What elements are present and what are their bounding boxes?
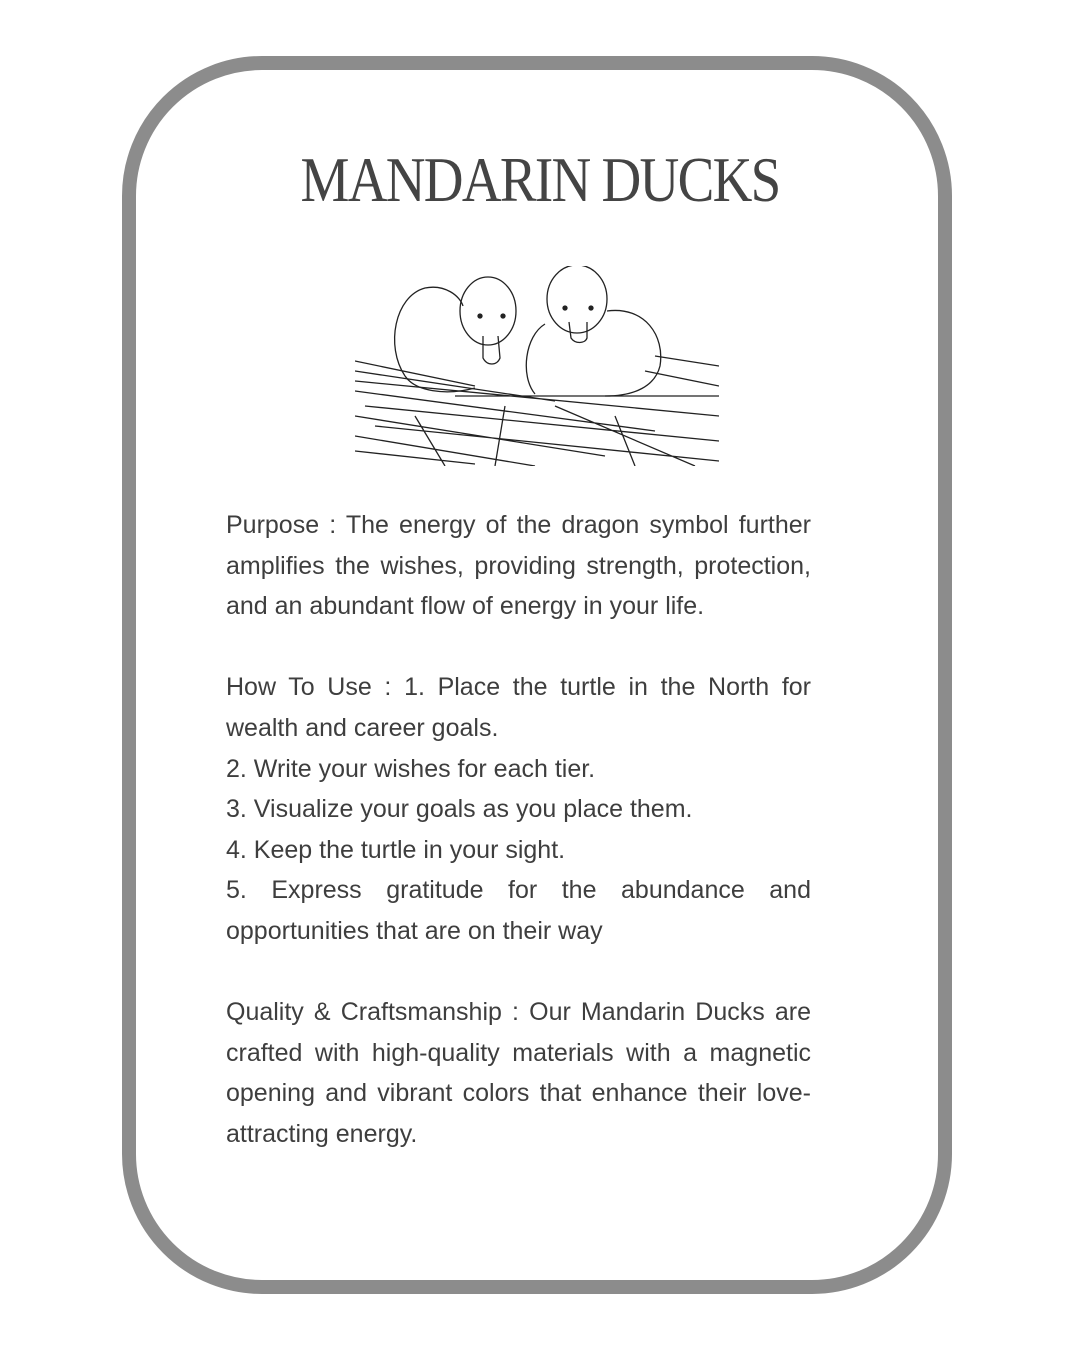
how-to-use-label: How To Use : [226,673,392,702]
step-2: 2. Write your wishes for each tier. [226,754,596,783]
step-5: 5. Express gratitude for the abundance and opportunities that are on their way [226,876,811,945]
quality-label: Quality & Craftsmanship : [226,998,519,1027]
step-4: 4. Keep the turtle in your sight. [226,835,566,864]
ducks-in-nest-illustration-icon [355,266,719,466]
quality-text: Our Mandarin Ducks are crafted with high-quality materials with a magnetic opening and vibrant colors that enhance their love-attracting energy. [226,998,812,1148]
quality-section [226,992,811,1154]
purpose-label: Purpose : [226,511,337,539]
step-1: 1. Place the turtle in the North for wealth and career goals. [226,673,811,742]
how-to-use-section [226,667,811,748]
page-title: MANDARIN DUCKS [300,144,780,215]
description [226,505,811,1155]
purpose-text: The energy of the dragon symbol further amplifies the wishes, providing strength, protection, and an abundant flow of energy in your life. [226,511,811,621]
step-3: 3. Visualize your goals as you place them. [226,795,693,824]
purpose-section [226,505,811,627]
